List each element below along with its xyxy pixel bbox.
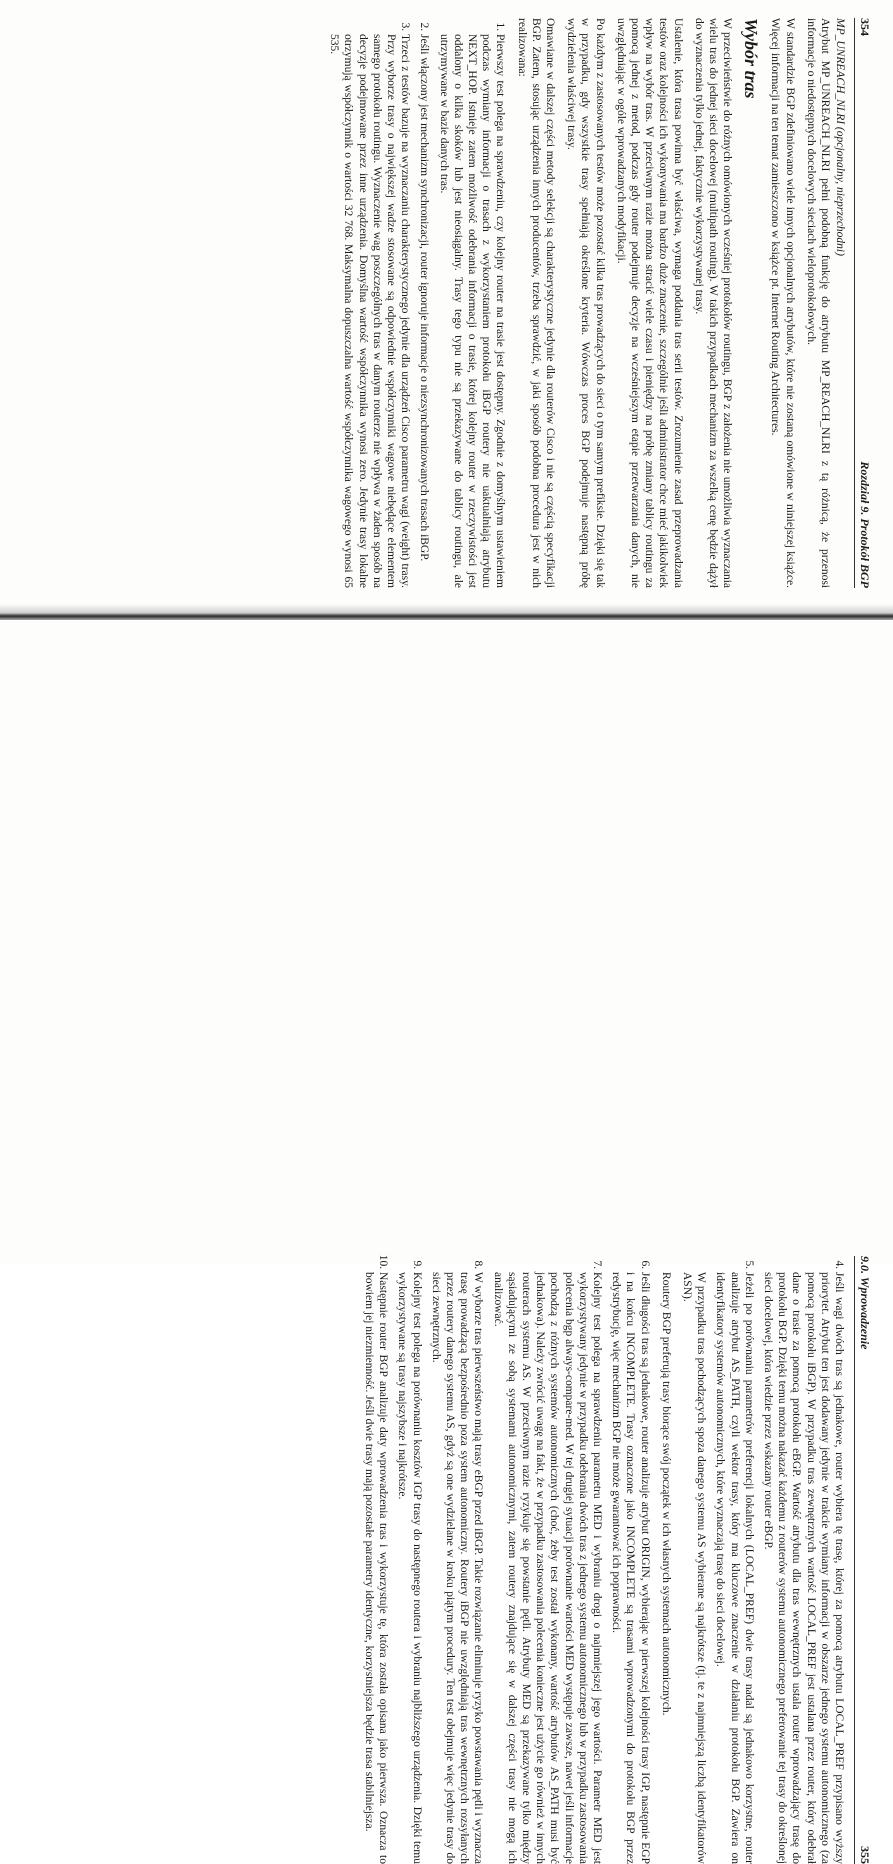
page-number: 355 xyxy=(858,1846,872,1864)
paragraph: W przypadku tras pochodzących spoza danego systemu AS wybierane są najkrótsze (tj. te z najmniejszą liczbą identyfikatorów ASN). xyxy=(680,1272,708,1864)
list-item: 5. Jeżeli po porównaniu parametrów preferencji lokalnych (LOCAL_PREF) dwie trasy nadal są jednakowo korzystne, router analizuje atrybut AS_PATH, czyli wektor trasy, który ma kluczowe znaczenie w działaniu protokołu BGP. Zawiera on identyfikatory systemów autonomicznych, które wyznaczają trasę do sieci docelowej. xyxy=(713,1272,756,1864)
running-title: 9.0. Wprowadzenie xyxy=(858,1256,872,1350)
paragraph: W standardzie BGP zdefiniowano wiele innych opcjonalnych atrybutów, które nie zostaną omówione w niniejszej książce. Więcej informacji na ten temat zamieszczono w książce pt. Internet Routing Architectures. xyxy=(769,18,796,588)
paragraph: W przeciwieństwie do różnych omówionych wcześniej protokołów routingu, BGP z założenia nie umożliwia wyznaczania wielu tras do jednej sieci docelowej (multipath routing). W takich przypadkach mechanizm za wszelką cenę będzie dążył do wyznaczenia tylko jednej, faktycznie wykorzystywanej trasy. xyxy=(692,18,734,588)
selection-steps-list-continued xyxy=(713,1256,846,1864)
paragraph: Po każdym z zastosowanych testów może pozostać kilka tras prowadzących do sieci o tym samym prefiksie. Dzięki się tak w przypadku, gdy wszystkie trasy spełniają określone kryteria. Wówczas proces BGP podejmuje następną próbę wydzielenia właściwej trasy. xyxy=(565,18,606,588)
right-page xyxy=(0,620,893,1864)
paragraph: Atrybut MP_UNREACH_NLRI pełni podobną funkcję do atrybutu MP_REACH_NLRI z tą różnicą, że przenosi informacje o niedostępnych docelowych sieciach wieloprotokołowych. xyxy=(804,18,831,588)
selection-steps-list xyxy=(327,18,507,588)
left-page-content xyxy=(322,18,872,588)
left-page xyxy=(0,0,893,612)
list-item: 4. Jeśli wagi dwóch tras są jednakowe, router wybiera tę trasę, której za pomocą atrybutu LOCAL_PREF przypisano wyższy priorytet. Atrybut ten jest dodawany jedynie w trakcie wymiany informacji w obszarze jednego systemu autonomicznego (za pomocą protokołu iBGP). W przypadku tras zewnętrznych wartość LOCAL_PREF jest ustalana przez router, który odebrał dane o trasie za pomocą protokołu eBGP. Wartość atrybutu dla tras wewnętrznych ustala router wprowadzający trasę do protokołu BGP. Dzięki temu można nakazać każdemu z routerów systemu autonomicznego preferowanie tej trasy do określonej sieci docelowej, która wiedzie przez wskazany router eBGP. xyxy=(761,1272,846,1864)
list-item: 10. Następnie router BGP analizuje daty wprowadzenia tras i wykorzystuje tę, która została opisana jako pierwsza. Oznacza to bowiem jej niezmienność. Jeśli dwie trasy mają pozostałe parametry identyczne, korzystniejsza będzie trasa stabilniejsza. xyxy=(362,1272,390,1864)
list-item: 7. Kolejny test polega na sprawdzeniu parametru MED i wybraniu drogi o najmniejszej jego wartości. Parametr MED jest wykorzystywany jedynie w przypadku odebrania dwóch tras z jednego systemu autonomicznego lub w przypadku zastosowania polecenia bgp always-compare-med. W tej drugiej sytuacji porównanie wartości MED występuje zawsze, nawet jeśli informacje pochodzą z różnych systemów autonomicznych (choć, żeby test został wykonany, wartość atrybutów AS_PATH musi być jednakowa). Należy zwrócić uwagę na fakt, że w przypadku zastosowania polecenia konieczne jest użycie go również w innych routerach systemu AS. W przeciwnym razie ryzykuje się powstanie pętli. Atrybuty MED są przekazywane tylko między sąsiadującymi ze sobą systemami autonomicznymi, zatem routery znajdujące się w dalszej części trasy nie mogą ich analizować. xyxy=(490,1272,604,1864)
page-number: 354 xyxy=(858,18,872,36)
paragraph: Omawiane w dalszej części metody selekcji są charakterystyczne jedynie dla routerów Cisco i nie są częścią specyfikacji BGP. Zatem, stosując urządzenia innych producentów, trzeba sprawdzić, w jaki sposób podobna procedura jest w nich realizowana: xyxy=(515,18,556,588)
paragraph: Ustalenie, która trasa powinna być właściwa, wymaga poddania tras serii testów. Zrozumienie zasad przeprowadzania testów oraz kolejności ich wykonywania ma bardzo duże znaczenie, szczególnie jeśli administrator chce mieć jakikolwiek wpływ na wybór tras. W przeciwnym razie można stracić wiele czasu i pieniędzy na próbę zmiany tablicy routingu za pomocą jednej z metod, podczas gdy router podejmuje decyzje na wcześniejszym etapie przetwarzania danych, nie uwzględniając w ogóle wprowadzanych modyfikacji. xyxy=(614,18,684,588)
attribute-subheading: MP_UNREACH_NLRI (opcjonalny, nieprzechodni) xyxy=(834,18,846,256)
list-item: 2. Jeśli włączony jest mechanizm synchronizacji, router ignoruje informacje o niezsynchronizowanych trasach iBGP. xyxy=(417,34,431,588)
list-item: 8. W wyborze tras pierwszeństwo mają trasy eBGP przed iBGP. Takie rozwiązanie eliminuje ryzyko powstawania pętli i wyznacza trasę prowadzącą bezpośrednio poza system autonomiczny. Routery iBGP nie uwzględniają tras wewnętrznych rozsyłanych przez routery danego systemu AS, gdyż są one wydzielane w kroku piątym procedury. Ten test obejmuje więc jedynie trasy do sieci zewnętrznych. xyxy=(429,1272,486,1864)
section-title: Wybór tras xyxy=(741,18,762,99)
running-title: Rozdział 9. Protokół BGP xyxy=(858,461,872,588)
list-item: 1. Pierwszy test polega na sprawdzeniu, czy kolejny router na trasie jest dostępny. Zgodnie z domyślnym ustawieniem podczas wymiany informacji o trasach z wykorzystaniem protokołu iBGP routery nie uaktualniają atrybutu NEXT_HOP. Istnieje zatem możliwość odebrania informacji o trasie, której kolejny router w rzeczywistości jest oddalony o kilka skoków lub jest nieosiągalny. Trasy tego typu nie są przekazywane do tablicy routingu, ale utrzymywane w bazie danych tras. xyxy=(436,34,507,588)
paragraph: Routery BGP preferują trasy biorące swój początek w ich własnych systemach autonomicznych. xyxy=(659,1272,672,1716)
list-item: 3. Trzeci z testów bazuje na wyznaczaniu charakterystycznego jedynie dla urządzeń Cisco parametru wagi (weight) trasy. Przy wyborze trasy o największej wadze stosowane są odpowiednie współczynniki wagowe niebędące elementem samego protokołu routingu. Wyznaczenie wag poszczególnych tras w danym routerze nie wpływa w żaden sposób na decyzje podejmowane przez inne urządzenia. Domyślna wartość współczynnika wynosi zero. Jedynie trasy lokalne otrzymują współczynnik o wartości 32 768. Maksymalna dopuszczalna wartość współczynnika wagowego wynosi 65 535. xyxy=(327,34,412,588)
right-page-content xyxy=(357,1256,872,1864)
left-page-header xyxy=(854,18,872,588)
list-item: 6. Jeśli długości tras są jednakowe, router analizuje atrybut ORIGIN, wybierając w pierwszej kolejności trasy IGP, następnie EGP i na końcu INCOMPLETE. Trasy oznaczone jako INCOMPLETE są trasami wprowadzonymi do protokołu BGP przez redystrybucję, więc mechanizm BGP nie może gwarantować ich poprawności. xyxy=(609,1272,652,1864)
selection-steps-list-continued-2 xyxy=(362,1256,652,1864)
right-page-header xyxy=(854,1256,872,1864)
list-item: 9. Kolejny test polega na porównaniu kosztów IGP trasy do następnego routera i wybraniu najbliższego urządzenia. Dzięki temu wykorzystywane są trasy najszybsze i najkrótsze. xyxy=(395,1272,423,1864)
